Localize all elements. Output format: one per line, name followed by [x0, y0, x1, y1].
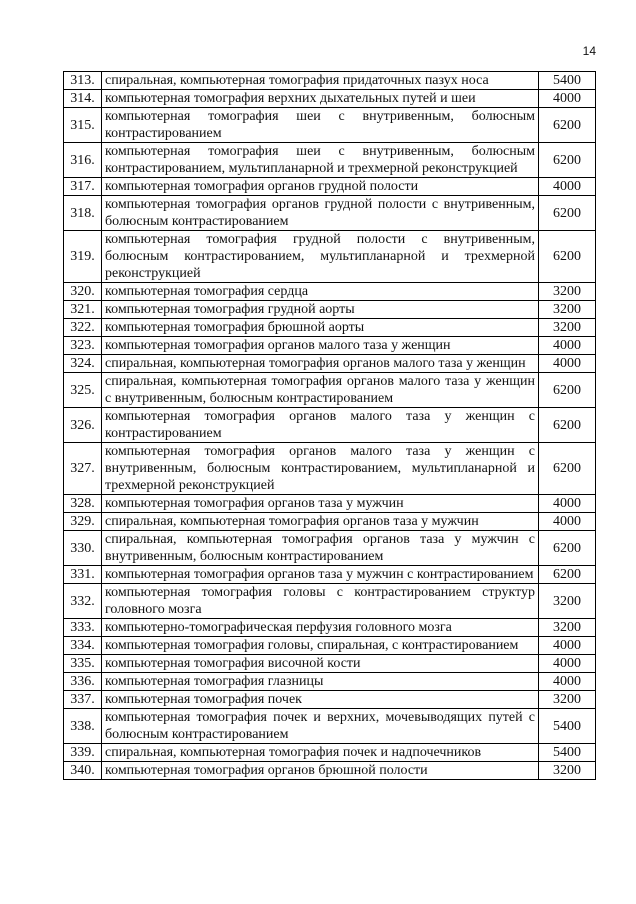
table-row	[64, 655, 596, 673]
row-price: 6200	[539, 443, 596, 495]
page-number: 14	[582, 44, 596, 58]
row-number: 323.	[64, 337, 102, 355]
row-description: компьютерная томография грудной полости с внутривенным, болюсным контрастированием, мультипланарной и трехмерной реконструкцией	[102, 231, 539, 283]
row-description: спиральная, компьютерная томография почек и надпочечников	[102, 744, 539, 762]
row-number: 320.	[64, 283, 102, 301]
row-description: компьютерная томография шеи с внутривенным, болюсным контрастированием, мультипланарной и трехмерной реконструкцией	[102, 143, 539, 178]
row-price: 4000	[539, 655, 596, 673]
row-number: 314.	[64, 90, 102, 108]
row-price: 3200	[539, 619, 596, 637]
table-row	[64, 355, 596, 373]
row-price: 4000	[539, 513, 596, 531]
row-description: компьютерная томография органов брюшной полости	[102, 762, 539, 780]
row-description: компьютерная томография брюшной аорты	[102, 319, 539, 337]
row-description: компьютерная томография почек	[102, 691, 539, 709]
row-number: 340.	[64, 762, 102, 780]
row-number: 316.	[64, 143, 102, 178]
table-row	[64, 744, 596, 762]
table-row	[64, 566, 596, 584]
row-price: 4000	[539, 495, 596, 513]
row-number: 329.	[64, 513, 102, 531]
row-number: 313.	[64, 72, 102, 90]
table-row	[64, 319, 596, 337]
row-description: спиральная, компьютерная томография органов малого таза у женщин	[102, 355, 539, 373]
table-row	[64, 337, 596, 355]
row-description: компьютерная томография височной кости	[102, 655, 539, 673]
table-row	[64, 196, 596, 231]
table-row	[64, 762, 596, 780]
row-number: 325.	[64, 373, 102, 408]
table-row	[64, 408, 596, 443]
price-table-body	[64, 72, 596, 780]
row-number: 318.	[64, 196, 102, 231]
row-price: 3200	[539, 762, 596, 780]
table-row	[64, 90, 596, 108]
row-price: 6200	[539, 196, 596, 231]
row-price: 6200	[539, 566, 596, 584]
row-price: 3200	[539, 319, 596, 337]
row-price: 4000	[539, 673, 596, 691]
row-price: 3200	[539, 301, 596, 319]
row-price: 3200	[539, 584, 596, 619]
table-row	[64, 709, 596, 744]
row-number: 338.	[64, 709, 102, 744]
row-number: 330.	[64, 531, 102, 566]
table-row	[64, 637, 596, 655]
row-price: 6200	[539, 408, 596, 443]
price-table	[63, 71, 596, 780]
row-number: 321.	[64, 301, 102, 319]
row-description: компьютерная томография головы с контрастированием структур головного мозга	[102, 584, 539, 619]
row-number: 322.	[64, 319, 102, 337]
table-row	[64, 178, 596, 196]
row-number: 331.	[64, 566, 102, 584]
row-price: 3200	[539, 283, 596, 301]
row-number: 315.	[64, 108, 102, 143]
table-row	[64, 513, 596, 531]
row-price: 4000	[539, 355, 596, 373]
row-price: 6200	[539, 143, 596, 178]
row-description: компьютерная томография органов малого таза у женщин	[102, 337, 539, 355]
table-row	[64, 584, 596, 619]
row-number: 319.	[64, 231, 102, 283]
row-description: компьютерная томография органов таза у мужчин с контрастированием	[102, 566, 539, 584]
row-description: компьютерная томография верхних дыхательных путей и шеи	[102, 90, 539, 108]
row-description: спиральная, компьютерная томография органов малого таза у женщин с внутривенным, болюсным контрастированием	[102, 373, 539, 408]
row-price: 5400	[539, 709, 596, 744]
row-description: компьютерная томография органов малого таза у женщин с контрастированием	[102, 408, 539, 443]
table-row	[64, 691, 596, 709]
row-number: 335.	[64, 655, 102, 673]
table-row	[64, 443, 596, 495]
row-number: 334.	[64, 637, 102, 655]
row-description: компьютерная томография головы, спиральная, с контрастированием	[102, 637, 539, 655]
row-description: компьютерная томография органов грудной полости	[102, 178, 539, 196]
row-price: 5400	[539, 72, 596, 90]
row-price: 6200	[539, 108, 596, 143]
table-row	[64, 72, 596, 90]
row-price: 4000	[539, 337, 596, 355]
row-number: 336.	[64, 673, 102, 691]
row-price: 6200	[539, 373, 596, 408]
table-row	[64, 231, 596, 283]
row-description: компьютерная томография органов малого таза у женщин с внутривенным, болюсным контрастированием, мультипланарной и трехмерной реконструкцией	[102, 443, 539, 495]
row-number: 337.	[64, 691, 102, 709]
table-row	[64, 143, 596, 178]
row-price: 6200	[539, 531, 596, 566]
row-price: 5400	[539, 744, 596, 762]
row-description: компьютерная томография органов грудной полости с внутривенным, болюсным контрастированием	[102, 196, 539, 231]
row-description: компьютерная томография органов таза у мужчин	[102, 495, 539, 513]
row-number: 333.	[64, 619, 102, 637]
row-price: 4000	[539, 90, 596, 108]
row-price: 4000	[539, 637, 596, 655]
row-number: 327.	[64, 443, 102, 495]
row-number: 326.	[64, 408, 102, 443]
row-number: 324.	[64, 355, 102, 373]
table-row	[64, 283, 596, 301]
row-description: компьютерная томография почек и верхних, мочевыводящих путей с болюсным контрастированием	[102, 709, 539, 744]
row-description: компьютерная томография сердца	[102, 283, 539, 301]
row-number: 339.	[64, 744, 102, 762]
row-number: 332.	[64, 584, 102, 619]
table-row	[64, 495, 596, 513]
row-description: спиральная, компьютерная томография придаточных пазух носа	[102, 72, 539, 90]
row-description: компьютерная томография шеи с внутривенным, болюсным контрастированием	[102, 108, 539, 143]
row-description: компьютерная томография грудной аорты	[102, 301, 539, 319]
table-row	[64, 301, 596, 319]
row-description: компьютерно-томографическая перфузия головного мозга	[102, 619, 539, 637]
row-price: 3200	[539, 691, 596, 709]
row-price: 6200	[539, 231, 596, 283]
table-row	[64, 108, 596, 143]
table-row	[64, 619, 596, 637]
row-number: 317.	[64, 178, 102, 196]
row-number: 328.	[64, 495, 102, 513]
row-description: компьютерная томография глазницы	[102, 673, 539, 691]
row-description: спиральная, компьютерная томография органов таза у мужчин	[102, 513, 539, 531]
row-description: спиральная, компьютерная томография органов таза у мужчин с внутривенным, болюсным контрастированием	[102, 531, 539, 566]
row-price: 4000	[539, 178, 596, 196]
table-row	[64, 673, 596, 691]
table-row	[64, 531, 596, 566]
table-row	[64, 373, 596, 408]
